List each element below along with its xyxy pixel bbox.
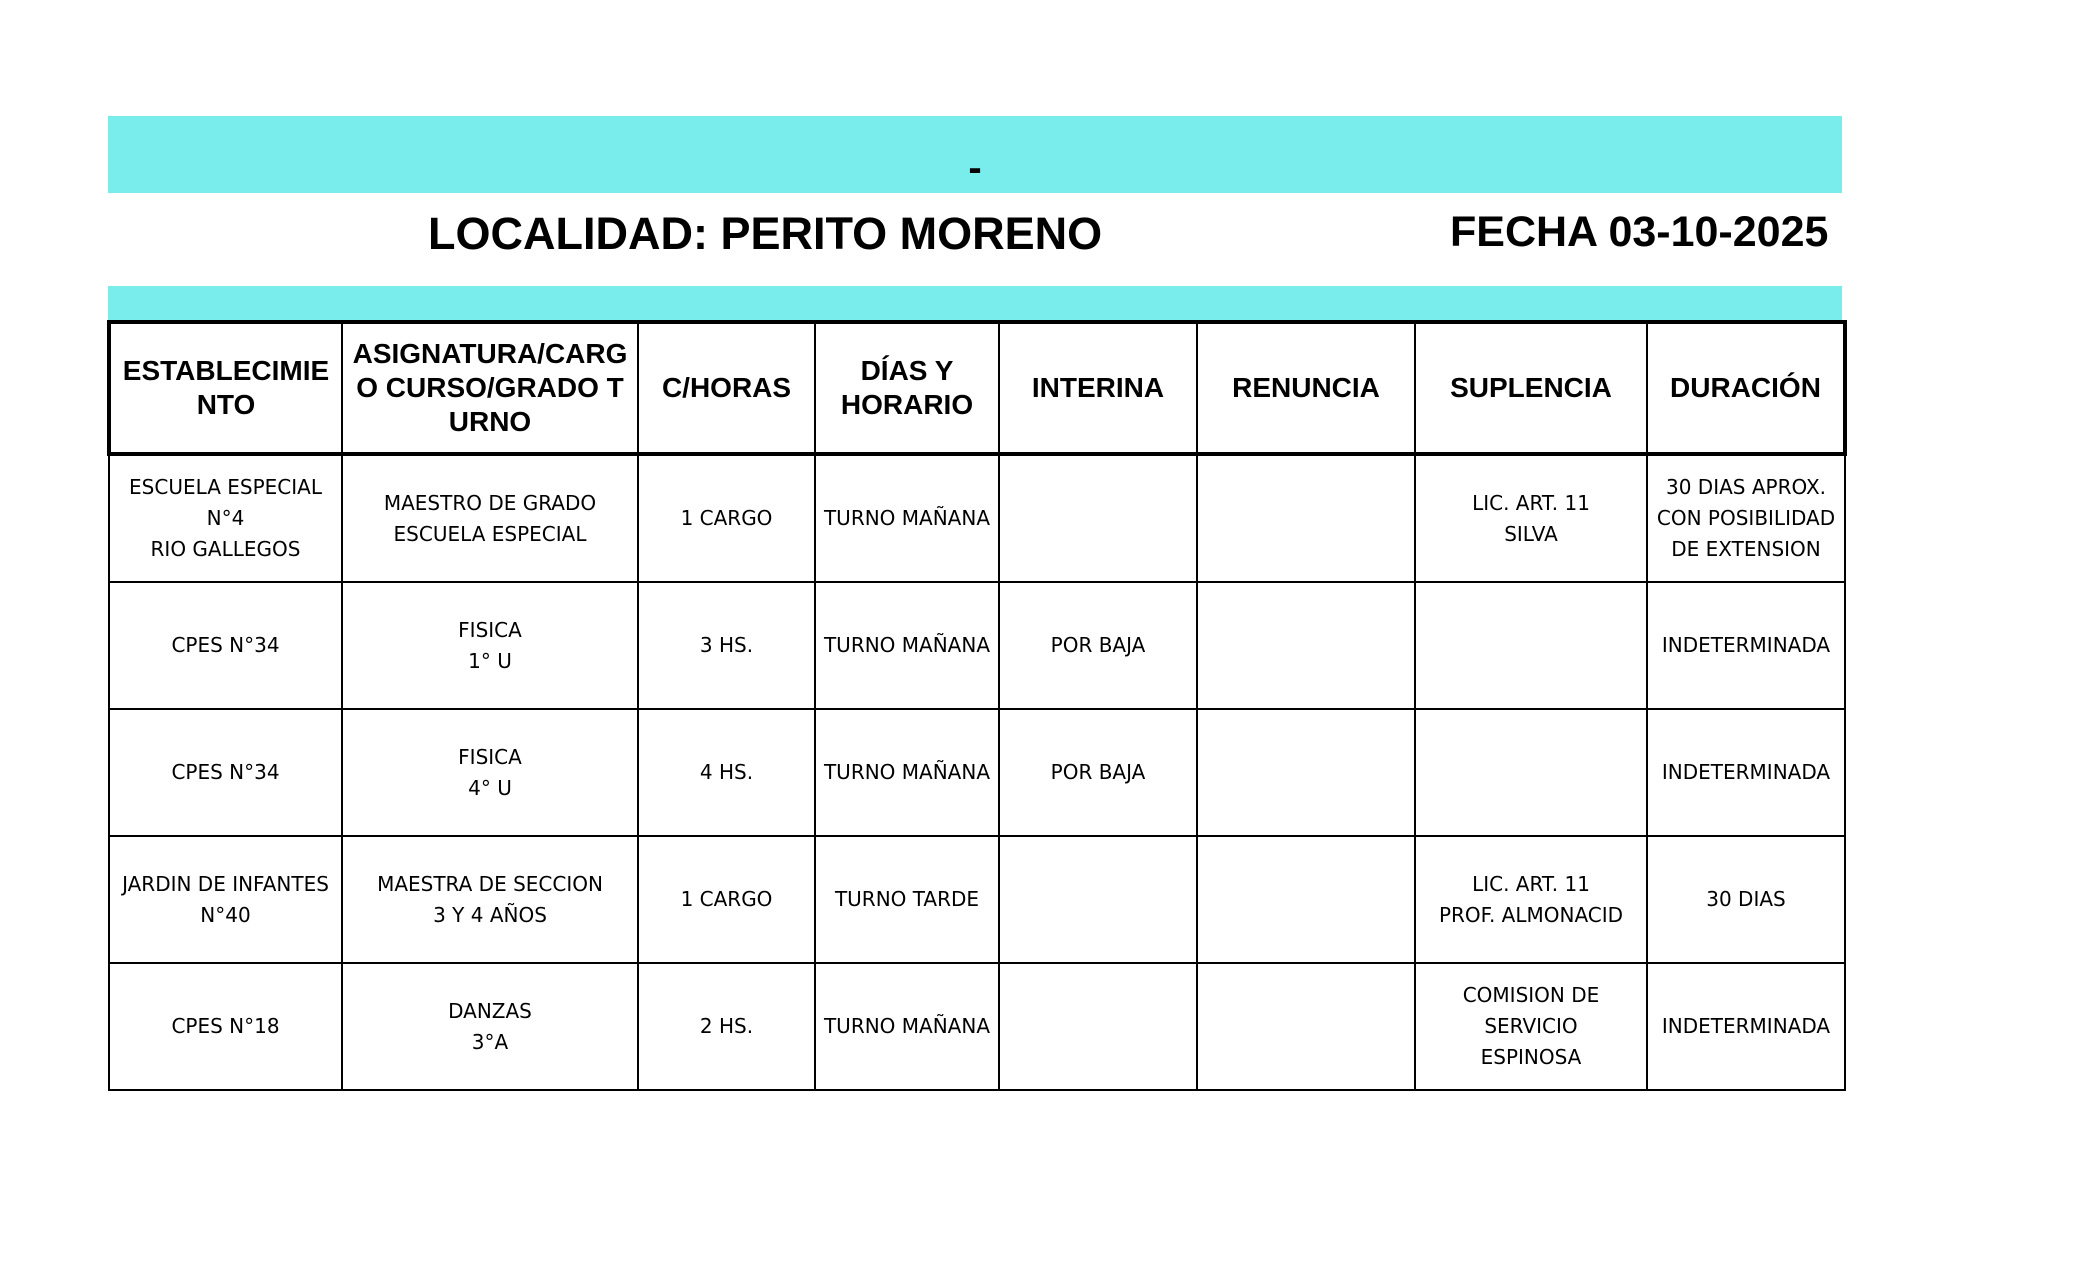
column-header-renuncia: RENUNCIA (1197, 322, 1415, 454)
cell-horas: 2 HS. (638, 963, 815, 1090)
cell-duracion: INDETERMINADA (1647, 582, 1845, 709)
cell-duracion: INDETERMINADA (1647, 709, 1845, 836)
cell-establecimiento: CPES N°18 (109, 963, 342, 1090)
cell-asignatura: FISICA 4° U (342, 709, 638, 836)
cell-establecimiento: CPES N°34 (109, 582, 342, 709)
cell-renuncia (1197, 709, 1415, 836)
cell-renuncia (1197, 963, 1415, 1090)
cell-establecimiento: ESCUELA ESPECIAL N°4 RIO GALLEGOS (109, 454, 342, 582)
column-header-duracion: DURACIÓN (1647, 322, 1845, 454)
table-row (109, 582, 1845, 709)
cell-horas: 1 CARGO (638, 454, 815, 582)
table-row (109, 836, 1845, 963)
cell-duracion: 30 DIAS APROX. CON POSIBILIDAD DE EXTENSION (1647, 454, 1845, 582)
column-header-interina: INTERINA (999, 322, 1197, 454)
fecha-label: FECHA 03-10-2025 (1450, 208, 1829, 256)
cell-suplencia: LIC. ART. 11 SILVA (1415, 454, 1647, 582)
table-row (109, 709, 1845, 836)
cell-dias-horario: TURNO MAÑANA (815, 582, 999, 709)
cell-horas: 1 CARGO (638, 836, 815, 963)
cell-interina: POR BAJA (999, 582, 1197, 709)
cell-interina (999, 963, 1197, 1090)
vacancies-table (107, 320, 1847, 1091)
cell-renuncia (1197, 454, 1415, 582)
column-header-dias-horario: DÍAS Y HORARIO (815, 322, 999, 454)
cell-suplencia: COMISION DE SERVICIO ESPINOSA (1415, 963, 1647, 1090)
table-header-row (109, 322, 1845, 454)
cell-suplencia (1415, 582, 1647, 709)
cell-interina: POR BAJA (999, 709, 1197, 836)
column-header-asignatura: ASIGNATURA/CARGO CURSO/GRADO TURNO (342, 322, 638, 454)
column-header-suplencia: SUPLENCIA (1415, 322, 1647, 454)
header-band-bottom (108, 286, 1842, 322)
cell-interina (999, 454, 1197, 582)
cell-dias-horario: TURNO MAÑANA (815, 963, 999, 1090)
header-band-top (108, 116, 1842, 193)
column-header-horas: C/HORAS (638, 322, 815, 454)
cell-dias-horario: TURNO MAÑANA (815, 709, 999, 836)
cell-asignatura: MAESTRO DE GRADO ESCUELA ESPECIAL (342, 454, 638, 582)
header-dash: - (968, 146, 982, 190)
cell-duracion: INDETERMINADA (1647, 963, 1845, 1090)
cell-establecimiento: JARDIN DE INFANTES N°40 (109, 836, 342, 963)
cell-establecimiento: CPES N°34 (109, 709, 342, 836)
cell-horas: 4 HS. (638, 709, 815, 836)
cell-asignatura: MAESTRA DE SECCION 3 Y 4 AÑOS (342, 836, 638, 963)
table-row (109, 963, 1845, 1090)
cell-renuncia (1197, 836, 1415, 963)
cell-horas: 3 HS. (638, 582, 815, 709)
cell-duracion: 30 DIAS (1647, 836, 1845, 963)
cell-renuncia (1197, 582, 1415, 709)
column-header-establecimiento: ESTABLECIMIENTO (109, 322, 342, 454)
localidad-title: LOCALIDAD: PERITO MORENO (428, 208, 1103, 259)
cell-suplencia (1415, 709, 1647, 836)
cell-interina (999, 836, 1197, 963)
cell-suplencia: LIC. ART. 11 PROF. ALMONACID (1415, 836, 1647, 963)
cell-dias-horario: TURNO TARDE (815, 836, 999, 963)
cell-asignatura: DANZAS 3°A (342, 963, 638, 1090)
cell-asignatura: FISICA 1° U (342, 582, 638, 709)
cell-dias-horario: TURNO MAÑANA (815, 454, 999, 582)
table-row (109, 454, 1845, 582)
